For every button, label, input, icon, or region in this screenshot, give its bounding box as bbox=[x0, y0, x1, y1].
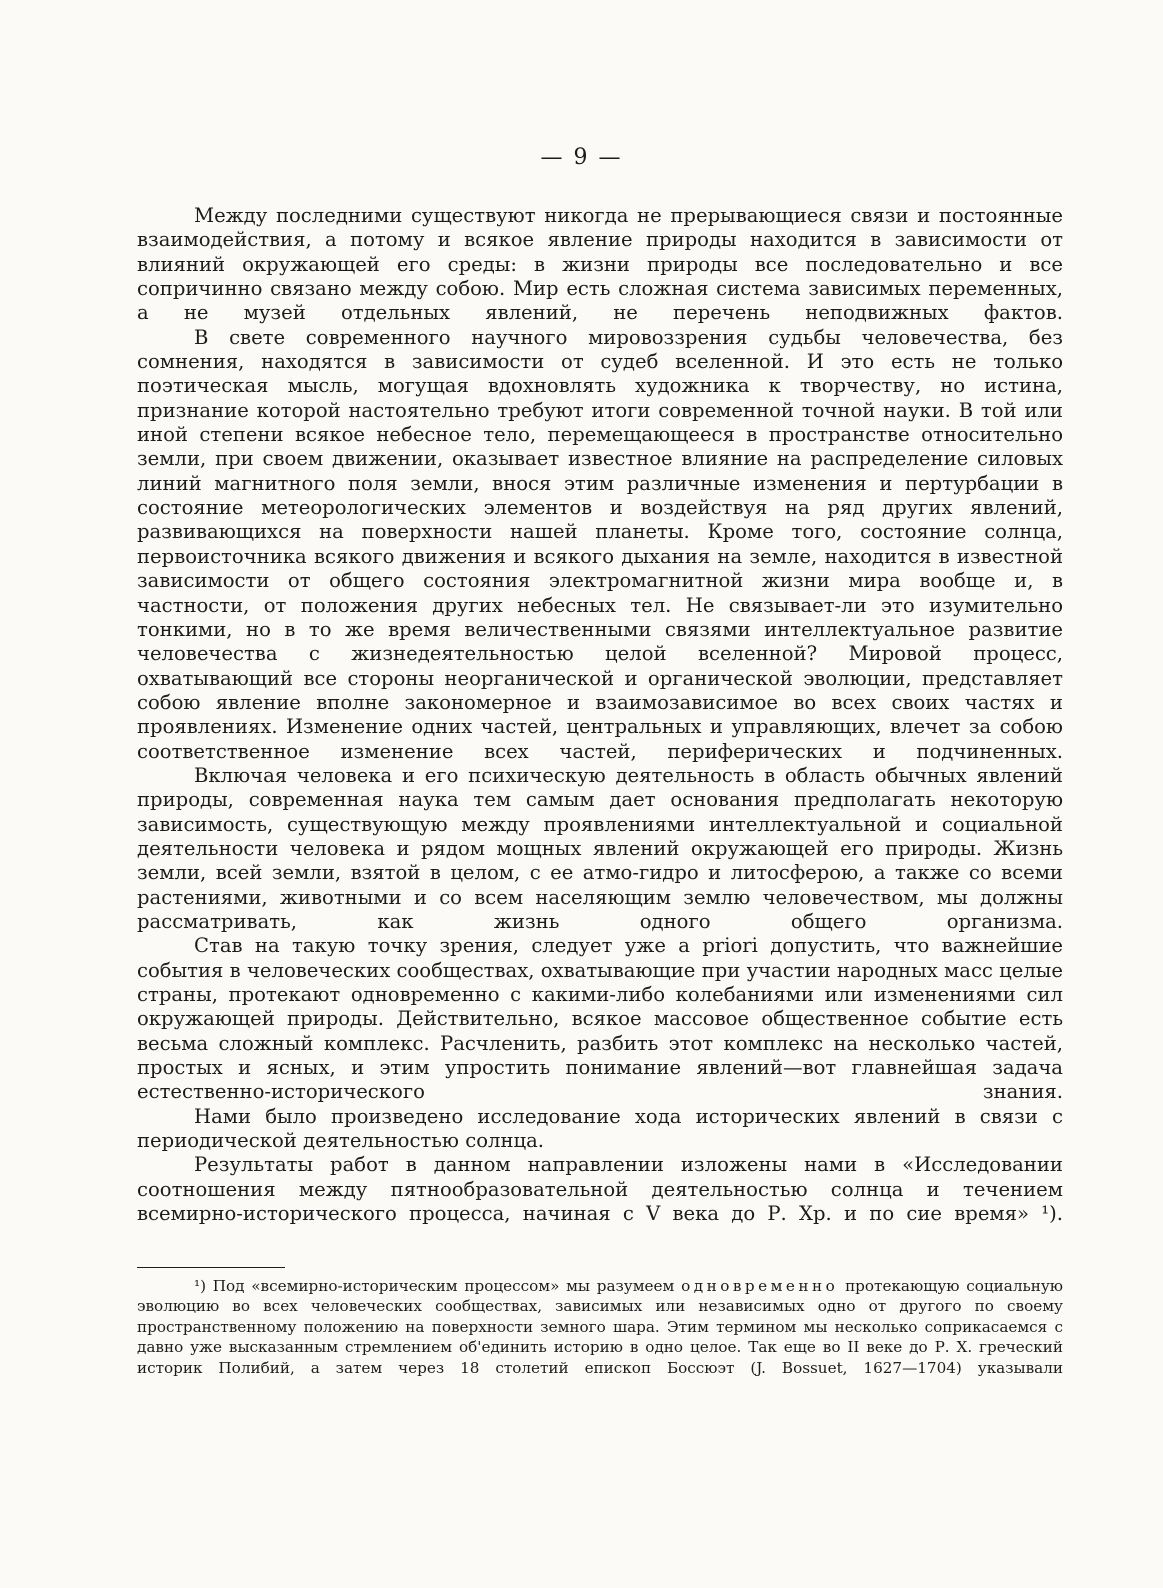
footnote-text-after: протекающую социальную эволюцию во всех человеческих сообществах, зависимых или независимых одно от другого по своему пространственному положению на поверхности земного шара. Этим термином мы несколько соприкасаемся с давно уже высказанным стремлением об'единить историю в одно целое. Так еще во II веке до Р. Х. греческий историк Полибий, а затем через 18 столетий епископ Боссюэт (J. Bossuet, 1627—1704) указывали bbox=[137, 1277, 1064, 1377]
body-text bbox=[137, 204, 1063, 1226]
page-number: — 9 — bbox=[540, 145, 623, 170]
footnote-paragraph bbox=[137, 1276, 1063, 1378]
footnote-marker: ¹) bbox=[194, 1277, 207, 1295]
footnote-text-before: Под «всемирно-историческим процессом» мы разумеем bbox=[212, 1277, 675, 1295]
paragraph-6: Результаты работ в данном направлении изложены нами в «Исследовании соотношения между пятнообразовательной деятельностью солнца и течением всемирно-исторического процесса, начиная с V века до Р. Хр. и по сие время» ¹). bbox=[137, 1153, 1063, 1226]
footnote bbox=[137, 1276, 1063, 1378]
footnote-divider bbox=[137, 1267, 285, 1268]
footnote-emphasis: одновременно bbox=[681, 1277, 839, 1295]
paragraph-1: Между последними существуют никогда не прерывающиеся связи и постоянные взаимодействия, а потому и всякое явление природы находится в зависимости от влияний окружающей его среды: в жизни природы все последовательно и все сопричинно связано между собою. Мир есть сложная система зависимых переменных, а не музей отдельных явлений, не перечень неподвижных фактов. bbox=[137, 204, 1063, 325]
paragraph-3: Включая человека и его психическую деятельность в область обычных явлений природы, современная наука тем самым дает основания предполагать некоторую зависимость, существующую между проявлениями интеллектуальной и социальной деятельности человека и рядом мощных явлений окружающей его природы. Жизнь земли, всей земли, взятой в целом, с ее атмо-гидро и литосферою, а также со всеми растениями, животными и со всем населяющим землю человечеством, мы должны рассматривать, как жизнь одного общего организма. bbox=[137, 763, 1063, 933]
paragraph-2: В свете современного научного мировоззрения судьбы человечества, без сомнения, находятся в зависимости от судеб вселенной. И это есть не только поэтическая мысль, могущая вдохновлять художника к творчеству, но истина, признание которой настоятельно требуют итоги современной точной науки. В той или иной степени всякое небесное тело, перемещающееся в пространстве относительно земли, при своем движении, оказывает известное влияние на распределение силовых линий магнитного поля земли, внося этим различные изменения и пертурбации в состояние метеорологических элементов и воздействуя на ряд других явлений, развивающихся на поверхности нашей планеты. Кроме того, состояние солнца, первоисточника всякого движения и всякого дыхания на земле, находится в известной зависимости от общего состояния электромагнитной жизни мира вообще и, в частности, от положения других небесных тел. Не связывает-ли это изумительно тонкими, но в то же время величественными связями интеллектуальное развитие человечества с жизнедеятельностью целой вселенной? Мировой процесс, охватывающий все стороны неорганической и органической эволюции, представляет собою явление вполне закономерное и взаимозависимое во всех своих частях и проявлениях. Изменение одних частей, центральных и управляющих, влечет за собою соответственное изменение всех частей, периферических и подчиненных. bbox=[137, 325, 1063, 763]
paragraph-4: Став на такую точку зрения, следует уже a priori допустить, что важнейшие события в человеческих сообществах, охватывающие при участии народных масс целые страны, протекают одновременно с какими-либо колебаниями или изменениями сил окружающей природы. Действительно, всякое массовое общественное событие есть весьма сложный комплекс. Расчленить, разбить этот комплекс на несколько частей, простых и ясных, и этим упростить понимание явлений—вот главнейшая задача естественно-исторического знания. bbox=[137, 934, 1063, 1104]
paragraph-5: Нами было произведено исследование хода исторических явлений в связи с периодической деятельностью солнца. bbox=[137, 1104, 1063, 1153]
